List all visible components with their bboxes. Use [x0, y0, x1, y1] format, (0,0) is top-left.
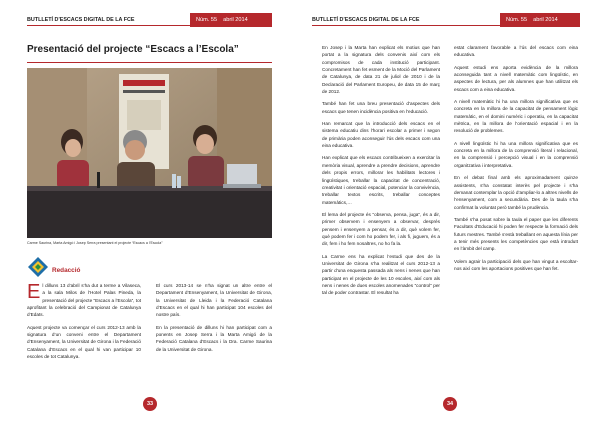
paragraph: També han fet una breu presentació d’aspectes dels escacs que tenen incidència positiva en l’educació.	[322, 101, 440, 114]
fce-logo-icon	[27, 256, 49, 283]
issue-date: abril 2014	[223, 17, 248, 23]
left-column-1	[27, 282, 141, 365]
page-number: 33	[143, 397, 157, 411]
paragraph: Volem agrair la participació dels que han vingut a escoltar-nos així com les aportacions positives que han fet.	[454, 258, 578, 271]
paragraph: La Carme ens ha explicat l’estudi que des de la Universitat de Girona s’ha realitzat el curs 2012-13 a partir d’una enquesta passada als nens i nenes que han participat en el projecte de les 10 escoles, així com als nens i nenes de dues escoles anomenades “control” per tal de poder contrastar. El resultat ha	[322, 253, 440, 296]
author-label: Redacció	[52, 267, 81, 274]
paragraph: A nivell lingüístic hi ha una millora significativa que es concreta en la millora de la comprensió literal i relacional, en la comprensió i percepció visual i en la comprensió organitzativa i interpretativa.	[454, 140, 578, 168]
paragraph: A nivell matemàtic hi ha una millora significativa que es concreta en la millora de la capacitat de pensament lògic matemàtic, en el domini numèric i operatiu, en la capacitat mètrica, en la millora de l’orientació espacial i en la resolució de problemes.	[454, 99, 578, 134]
article-photo	[27, 68, 272, 238]
photo-caption: Carme Saurina, Marta Amigó i Josep Serra presentant el projecte “Escacs a l’Escola”	[27, 241, 163, 245]
issue-badge	[500, 13, 580, 27]
paragraph: En el debat final amb els aproximadament quinze assistents, s’ha constatat interès pel projecte i s’ha demanat contemplar la opció d’ampliar-lo a altres nivells de l’ensenyament, com a secundària. Des de la taula s’ha confirmat la voluntat però també la prudència.	[454, 175, 578, 210]
paragraph: Han explicat que els escacs contribueixen a exercitar la memòria visual, aprendre a prendre decisions, aprendre dels propis errors, millorar les habilitats lectores i lingüístiques, treballar la capacitat de concentració, creativitat i orientació espacial, potenciar la convivència, treballar textos escrits, treballar conceptes matemàtics,…	[322, 155, 440, 205]
dropcap: E	[27, 281, 41, 303]
header-rule	[27, 25, 190, 26]
bulletin-title: BUTLLETÍ D'ESCACS DIGITAL DE LA FCE	[27, 17, 135, 23]
issue-number: Núm. 55	[196, 17, 218, 23]
article-title: Presentació del projecte “Escacs a l’Escola”	[27, 44, 239, 55]
paragraph: En Josep i la Marta han explicat els motius que han portat a la signatura dels convenis així com els compromisos de cada institució participant. Concretament han fet esment de la Moció del Parlament de Catalunya, de data 21 de juliol de 2010 i de la Declaració del Parlament Europeu, de data 15 de març de 2012.	[322, 45, 440, 95]
paragraph: El curs 2013-14 se n’ha signat un altre entre el Departament d’Ensenyament, la Universitat de Girona, la Universitat de Lleida i la Federació Catalana d’Escacs en el qual hi han participat 104 escoles del nostre país.	[156, 283, 272, 318]
right-column-2	[454, 44, 578, 277]
right-column-1	[322, 44, 440, 302]
title-rule	[27, 62, 272, 63]
issue-number: Núm. 55	[506, 17, 528, 23]
paragraph: estat clarament favorable a l’ús del escacs com eina educativa.	[454, 45, 578, 58]
photo-illustration	[27, 68, 272, 238]
issue-badge	[190, 13, 272, 27]
paragraph: També s’ha posat sobre la taula el paper que les diferents Facultats d’Educació hi poden fer respecte la formació dels futurs mestres. També s’està treballant en aquesta línia per a tenir més presents les competències que està introduït en l’àmbit del camp.	[454, 216, 578, 252]
bulletin-title: BUTLLETÍ D'ESCACS DIGITAL DE LA FCE	[312, 17, 420, 23]
paragraph: Aquest estudi ens aporta evidència de la millora aconseguida tant a nivell matemàtic com lingüístic, en aspectes de lectura, per als alumnes que han utilitzat els escacs com a eina educativa.	[454, 64, 578, 92]
paragraph: Aquest projecte va començar el curs 2012-13 amb la signatura d’un conveni entre el Departament d’Ensenyament, la Universitat de Girona i la Federació Catalana d’Escacs en el qual hi van participar 10 escoles de tot Catalunya.	[27, 324, 141, 360]
paragraph: Han remarcat que la introducció dels escacs en el sistema educatiu dins l’horari escolar a primer i segon de primària poden aconseguir l’ús dels escacs com una eina educativa.	[322, 121, 440, 149]
right-page	[300, 0, 600, 424]
left-column-2	[156, 282, 272, 358]
paragraph	[27, 282, 141, 319]
paragraph-text: l dilluns 13 d’abril s’ha dut a terme a Vilaseca, a la sala Milos de l’Hotel Palas Pineda, la presentació del projecte “Escacs a l’Escola”, tot aprofitant la celebració del Campionat de Catalunya d’Edats.	[27, 283, 141, 318]
paragraph: En la presentació de dilluns hi han participat com a ponents en Josep Serra i la Marta Amigó de la Federació Catalana d’Escacs i la Dra. Carme Saurina de la Universitat de Girona.	[156, 324, 272, 352]
issue-date: abril 2014	[533, 17, 558, 23]
paragraph: El lema del projecte és “observa, pensa, juga”, és a dir, primer observem i ensenyem a observar, després pensem i ensenyem a pensar, és a dir, què volem fer, què podem fer i com ho podem fer, i als fi, juguem, és a dir, fem i ho fem nosaltres, no ho fa la.	[322, 211, 440, 247]
header-rule	[312, 25, 500, 26]
page-number: 34	[443, 397, 457, 411]
